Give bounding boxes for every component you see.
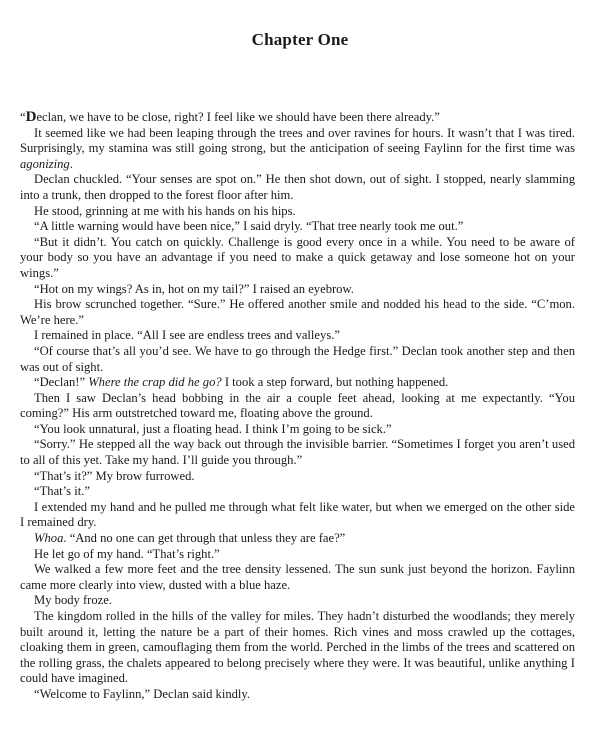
paragraph [20, 531, 575, 547]
paragraph-text: . “And no one can get through that unless they are fae?” [63, 531, 346, 546]
paragraph [20, 375, 575, 391]
paragraph-text: “You look unnatural, just a floating head. I think I’m going to be sick.” [34, 421, 392, 436]
paragraph [20, 547, 575, 563]
paragraph-text: We walked a few more feet and the tree density lessened. The sun sunk just beyond the horizon. Faylinn came more clearly into view, dusted with a blue haze. [20, 562, 575, 592]
chapter-body [20, 110, 575, 703]
paragraph [20, 500, 575, 531]
paragraph-text: Declan chuckled. “Your senses are spot on.” He then shot down, out of sight. I stopped, nearly slamming into a trunk, then dropped to the forest floor after him. [20, 172, 575, 202]
paragraph-text: He stood, grinning at me with his hands on his hips. [34, 203, 296, 218]
paragraph [20, 437, 575, 468]
paragraph [20, 235, 575, 282]
paragraph-text: It seemed like we had been leaping through the trees and over ravines for hours. It wasn’t that I was tired. Surprisingly, my stamina was still going strong, but the anticipation of seeing Faylinn for the first time was [20, 125, 575, 156]
paragraph-text: I extended my hand and he pulled me through what felt like water, but when we emerged on the other side I remained dry. [20, 499, 575, 530]
drop-cap: D [25, 109, 37, 125]
paragraph [20, 562, 575, 593]
paragraph-text: “That’s it?” My brow furrowed. [34, 468, 195, 483]
paragraph-text: “That’s it.” [34, 484, 90, 499]
italic-text: agonizing [20, 156, 70, 171]
paragraph [20, 328, 575, 344]
paragraph-text: “Of course that’s all you’d see. We have to go through the Hedge first.” Declan took another step and then was out of sight. [20, 343, 575, 374]
opening-quote: “ [20, 110, 26, 124]
paragraph [20, 297, 575, 328]
paragraph [20, 422, 575, 438]
paragraph [20, 110, 575, 126]
paragraph-text: My body froze. [34, 593, 112, 608]
paragraph [20, 126, 575, 173]
paragraph [20, 484, 575, 500]
paragraph [20, 391, 575, 422]
paragraph-text-tail: I took a step forward, but nothing happened. [221, 375, 449, 390]
paragraph [20, 687, 575, 703]
paragraph-text: The kingdom rolled in the hills of the valley for miles. They hadn’t disturbed the woodlands; they merely built around it, letting the nature be a part of their homes. Rich vines and moss crawled up the cottages, cloaking them in green, camouflaging them from the world. Perched in the limbs of the trees and scattered on the rolling grass, the chalets appeared to belong precisely where they were. It was beautiful, unlike anything I could have imagined. [20, 609, 575, 686]
paragraph-text: “But it didn’t. You catch on quickly. Challenge is good every once in a while. You need to be aware of your body so you have an advantage if you need to make a quick getaway and lose someone hot on your wings.” [20, 234, 575, 280]
paragraph-text: “A little warning would have been nice,” I said dryly. “That tree nearly took me out.” [34, 219, 464, 234]
paragraph-text: “Declan!” [34, 375, 89, 390]
italic-text: Where the crap did he go? [88, 375, 222, 390]
paragraph-text: His brow scrunched together. “Sure.” He offered another smile and nodded his head to the side. “C’mon. We’re here.” [20, 297, 575, 327]
paragraph [20, 204, 575, 220]
paragraph-text: Then I saw Declan’s head bobbing in the air a couple feet ahead, looking at me expectantly. “You coming?” His arm outstretched toward me, floating above the ground. [20, 390, 575, 421]
paragraph-text-tail: . [69, 156, 73, 171]
paragraph [20, 172, 575, 203]
chapter-title: Chapter One [251, 30, 349, 49]
paragraph-text: “Hot on my wings? As in, hot on my tail?” I raised an eyebrow. [34, 281, 354, 296]
paragraph-text: I remained in place. “All I see are endless trees and valleys.” [34, 328, 340, 343]
paragraph [20, 469, 575, 485]
paragraph [20, 282, 575, 298]
paragraph [20, 219, 575, 235]
italic-text: Whoa [34, 531, 64, 546]
paragraph-text: He let go of my hand. “That’s right.” [34, 546, 220, 561]
paragraph-text: eclan, we have to be close, right? I feel like we should have been there already.” [36, 110, 440, 124]
paragraph [20, 593, 575, 609]
paragraph-text: “Welcome to Faylinn,” Declan said kindly. [34, 686, 251, 701]
paragraph-text: “Sorry.” He stepped all the way back out through the invisible barrier. “Sometimes I forget you aren’t used to all of this yet. Take my hand. I’ll guide you through.” [20, 437, 575, 468]
paragraph [20, 344, 575, 375]
paragraph [20, 609, 575, 687]
